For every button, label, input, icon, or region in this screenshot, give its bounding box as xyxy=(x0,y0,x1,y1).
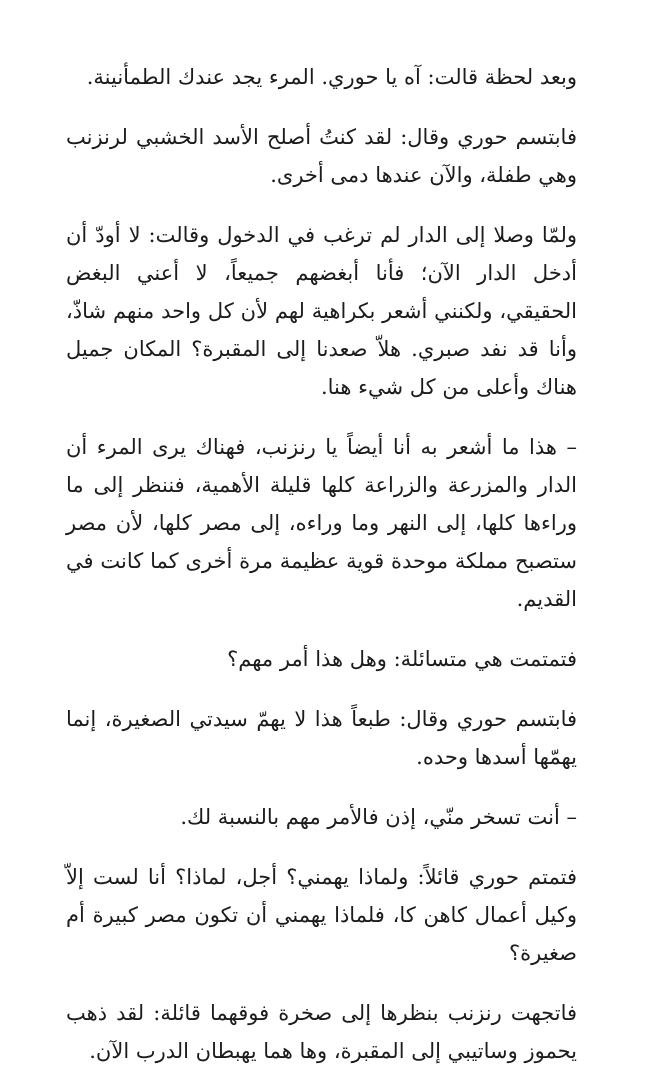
paragraph-1: وبعد لحظة قالت: آه يا حوري. المرء يجد عندك الطمأنينة. xyxy=(86,65,577,89)
paragraph-4: – هذا ما أشعر به أنا أيضاً يا رنزنب، فهناك يرى المرء أن الدار والمزرعة والزراعة كلها قليلة الأهمية، فننظر إلى ما وراءها كلها، إلى النهر وما وراءه، إلى مصر كلها، لأن مصر ستصبح مملكة موحدة قوية عظيمة مرة أخرى كما كانت في القديم. xyxy=(66,435,577,611)
paragraph-2: فابتسم حوري وقال: لقد كنتُ أصلح الأسد الخشبي لرنزنب وهي طفلة، والآن عندها دمى أخرى. xyxy=(66,125,577,187)
paragraph-7: – أنت تسخر منّي، إذن فالأمر مهم بالنسبة لك. xyxy=(180,805,577,829)
paragraph-3: ولمّا وصلا إلى الدار لم ترغب في الدخول وقالت: لا أودّ أن أدخل الدار الآن؛ فأنا أبغضهم جميعاً، لا أعني البغض الحقيقي، ولكنني أشعر بكراهية لهم لأن كل واحد منهم شاذّ، وأنا قد نفد صبري. هلاّ صعدنا إلى المقبرة؟ المكان جميل هناك وأعلى من كل شيء هنا. xyxy=(66,223,577,399)
paragraph-5: فتمتمت هي متسائلة: وهل هذا أمر مهم؟ xyxy=(227,647,577,671)
paragraph-9: فاتجهت رنزنب بنظرها إلى صخرة فوقهما قائلة: لقد ذهب يحموز وساتيبي إلى المقبرة، وها هما يهبطان الدرب الآن. xyxy=(66,1001,577,1063)
paragraph-8: فتمتم حوري قائلاً: ولماذا يهمني؟ أجل، لماذا؟ أنا لست إلاّ وكيل أعمال كاهن كا، فلماذا يهمني أن تكون مصر كبيرة أم صغيرة؟ xyxy=(66,865,577,965)
paragraph-6: فابتسم حوري وقال: طبعاً هذا لا يهمّ سيدتي الصغيرة، إنما يهمّها أسدها وحده. xyxy=(66,707,577,769)
